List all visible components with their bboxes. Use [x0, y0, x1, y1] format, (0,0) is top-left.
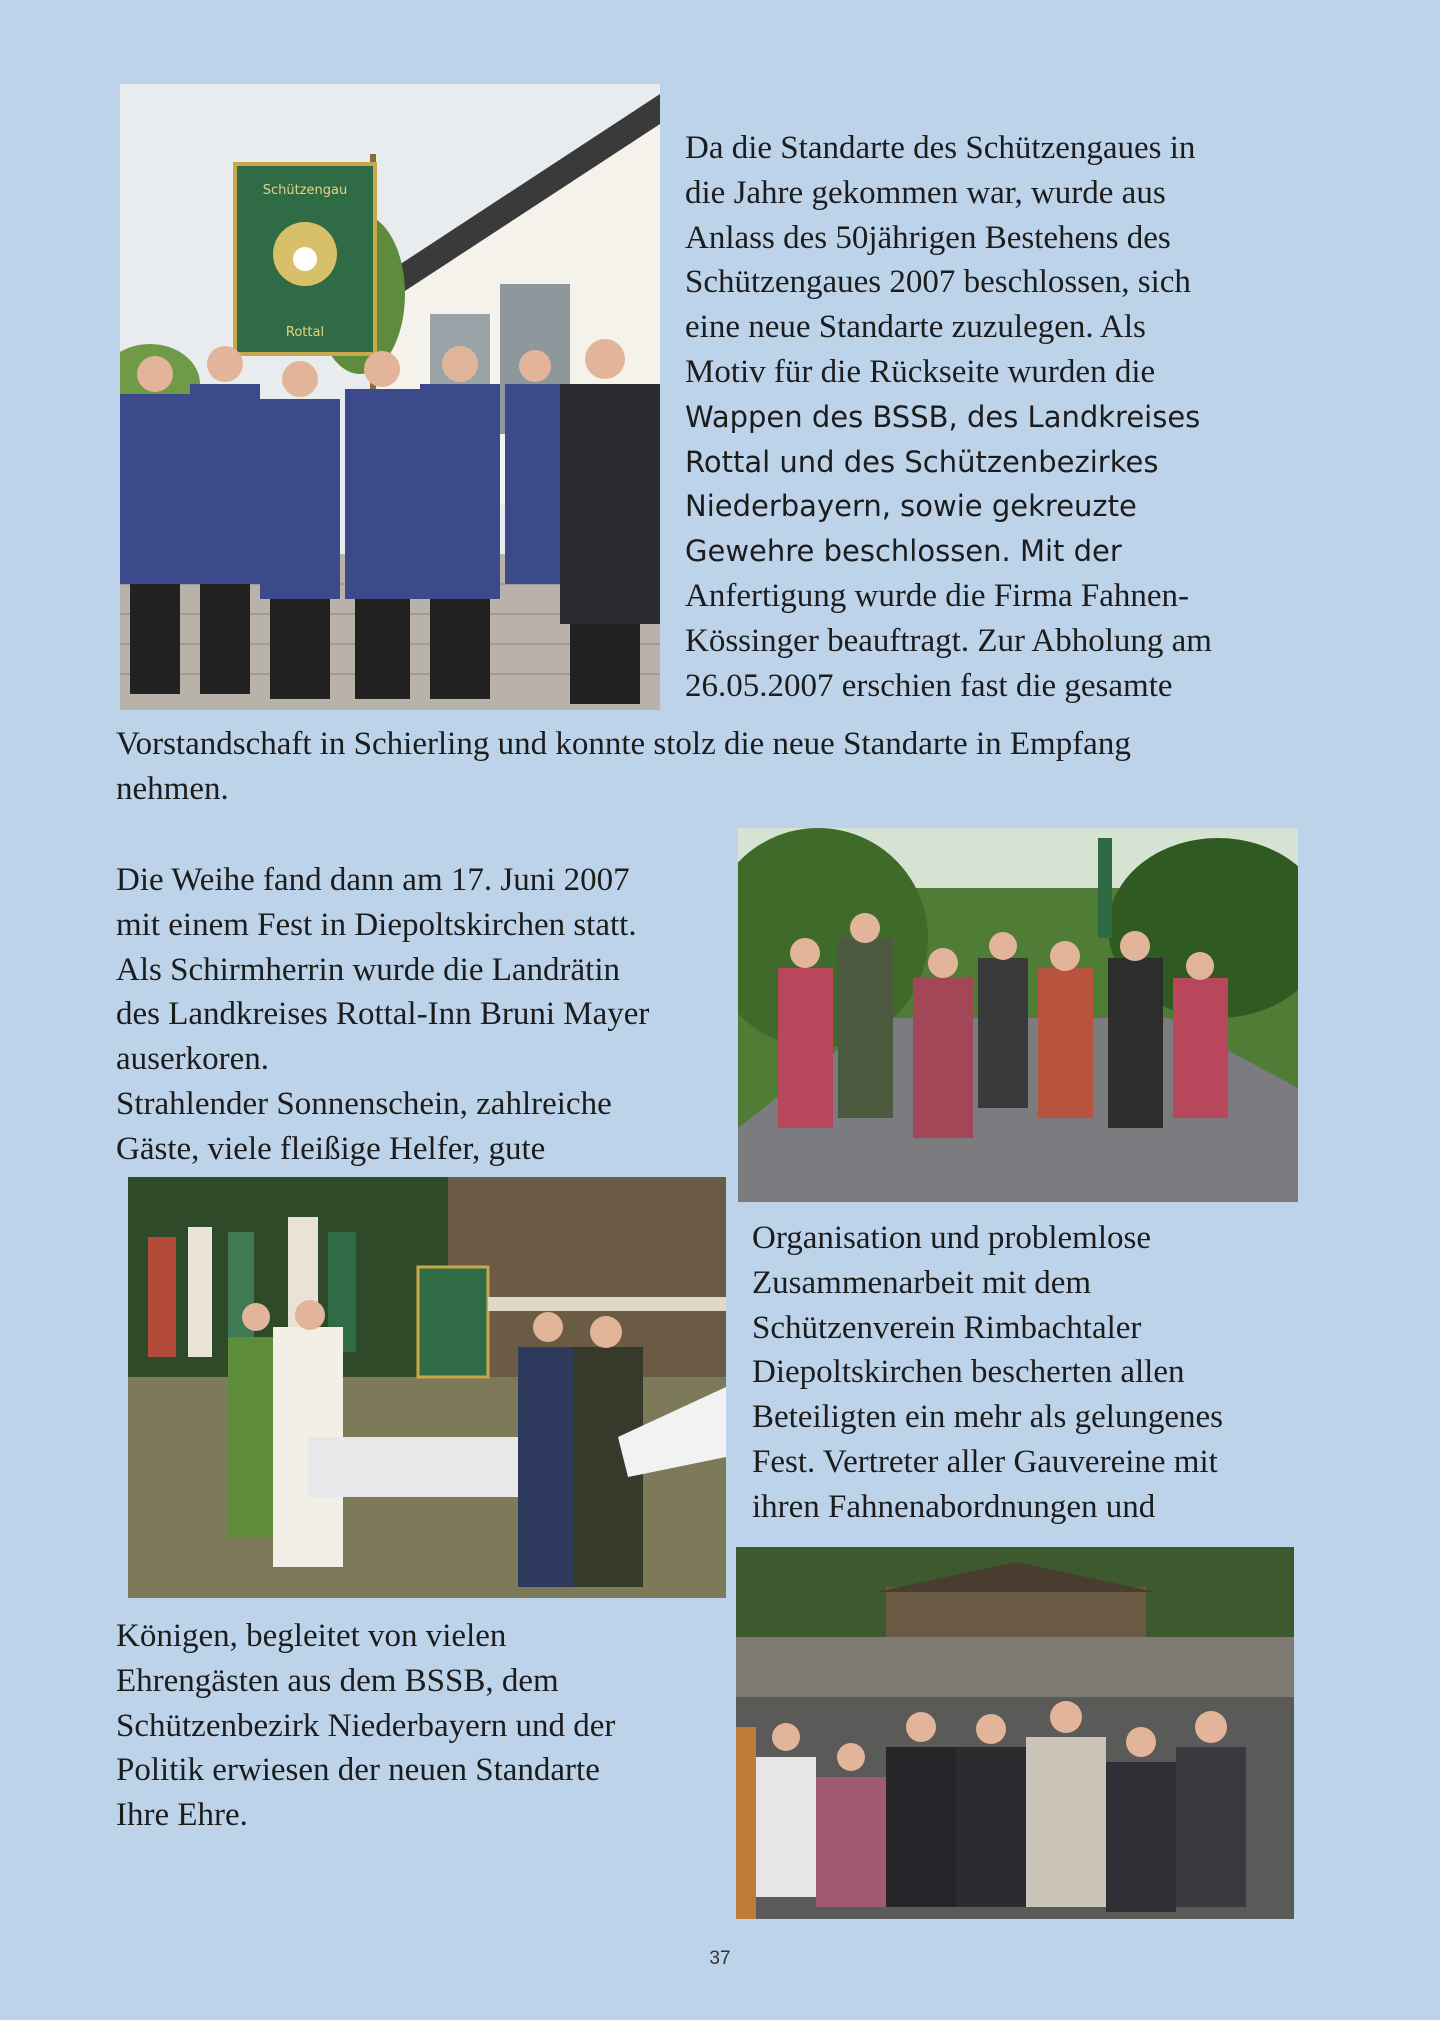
text-line: Niederbayern, sowie gekreuzte [685, 489, 1137, 524]
text-line: Gewehre beschlossen. Mit der [685, 534, 1122, 569]
paragraph-koenige [116, 1614, 615, 1838]
text-line: Zusammenarbeit mit dem [752, 1264, 1092, 1301]
text-line: Diepoltskirchen bescherten allen [752, 1354, 1185, 1391]
text-line: Anlass des 50jährigen Bestehens des [685, 219, 1171, 256]
text-line: Die Weihe fand dann am 17. Juni 2007 [116, 862, 630, 898]
text-line: Königen, begleitet von vielen [116, 1618, 507, 1654]
banner-text-bottom: Rottal [285, 325, 325, 340]
photo-parade [738, 828, 1298, 1202]
text-line: eine neue Standarte zuzulegen. Als [685, 309, 1146, 346]
photo-standarte-group [120, 84, 660, 710]
paragraph-standarte-continued [116, 722, 1131, 812]
paragraph-organisation [752, 1216, 1223, 1530]
text-line: Schützengaues 2007 beschlossen, sich [685, 264, 1191, 301]
text-line: auserkoren. [116, 1041, 270, 1078]
text-line: Ihre Ehre. [116, 1797, 248, 1834]
text-line: Ehrengästen aus dem BSSB, dem [116, 1662, 559, 1699]
text-line: Schützenbezirk Niederbayern und der [116, 1707, 616, 1744]
photo-audience [736, 1547, 1294, 1919]
page-number: 37 [709, 1948, 731, 1969]
text-line: Rottal und des Schützenbezirkes [685, 444, 1159, 479]
text-line: mit einem Fest in Diepoltskirchen statt. [116, 906, 637, 943]
text-line: Beteiligten ein mehr als gelungenes [752, 1399, 1224, 1436]
text-line: 26.05.2007 erschien fast die gesamte [685, 667, 1173, 704]
banner-text-top: Schützengau [262, 183, 348, 198]
text-line: Wappen des BSSB, des Landkreises [685, 399, 1201, 434]
text-line: Organisation und problemlose [752, 1220, 1151, 1256]
paragraph-standarte [685, 126, 1212, 708]
text-line: Strahlender Sonnenschein, zahlreiche [116, 1085, 612, 1122]
text-line: die Jahre gekommen war, wurde aus [685, 174, 1166, 211]
text-line: Gäste, viele fleißige Helfer, gute [116, 1130, 546, 1167]
paragraph-weihe [116, 858, 649, 1172]
text-line: Anfertigung wurde die Firma Fahnen- [685, 577, 1190, 614]
text-line: ihren Fahnenabordnungen und [752, 1488, 1156, 1525]
text-line: Fest. Vertreter aller Gauvereine mit [752, 1443, 1218, 1480]
text-line: Politik erwiesen der neuen Standarte [116, 1752, 600, 1789]
text-line: Als Schirmherrin wurde die Landrätin [116, 951, 621, 988]
photo-weihe [128, 1177, 726, 1598]
text-line: Kössinger beauftragt. Zur Abholung am [685, 622, 1212, 659]
text-line: Motiv für die Rückseite wurden die [685, 353, 1156, 390]
text-line: nehmen. [116, 770, 229, 807]
text-line: Vorstandschaft in Schierling und konnte stolz die neue Standarte in Empfang [116, 726, 1131, 762]
text-line: Da die Standarte des Schützengaues in [685, 130, 1196, 166]
text-line: des Landkreises Rottal-Inn Bruni Mayer [116, 996, 650, 1033]
text-line: Schützenverein Rimbachtaler [752, 1309, 1142, 1346]
